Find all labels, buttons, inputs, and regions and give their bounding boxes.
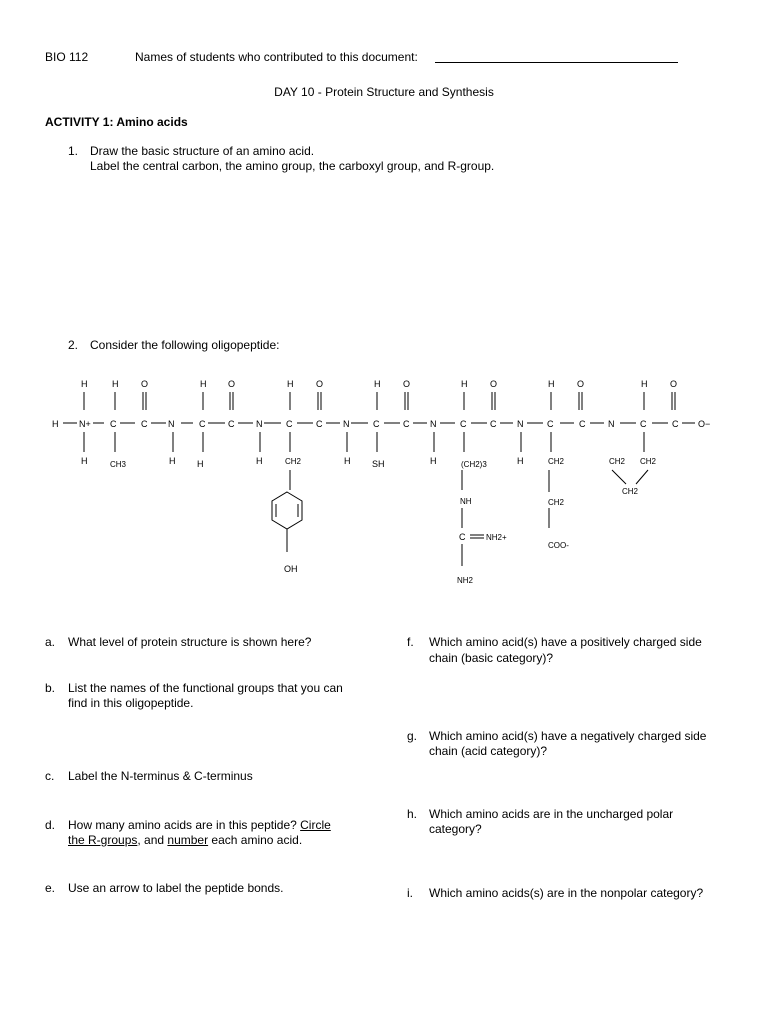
atom-c: C (579, 419, 586, 429)
group-ch3: CH3 (110, 460, 127, 469)
atom-n-plus: N+ (79, 419, 91, 429)
qi-text: Which amino acids(s) are in the nonpolar category? (429, 886, 704, 900)
atom-o: O (228, 379, 236, 389)
qd-circle: Circle (300, 818, 331, 832)
atom-c: C (403, 419, 410, 429)
group-sh: SH (372, 459, 385, 469)
qb-line2: find in this oligopeptide. (68, 696, 194, 710)
qd-part3: each amino acid. (208, 833, 303, 847)
q1-number: 1. (68, 144, 79, 158)
atom-o: O (577, 379, 585, 389)
group-ch2: CH2 (285, 457, 302, 466)
atom-h: H (197, 459, 204, 469)
atom-c: C (110, 419, 117, 429)
atom-h: H (374, 379, 381, 389)
qd-circle-rgroups: the R-groups (68, 833, 138, 847)
atom-o: O (670, 379, 678, 389)
atom-c: C (373, 419, 380, 429)
group-nh: NH (460, 497, 472, 506)
qe-text: Use an arrow to label the peptide bonds. (68, 881, 284, 895)
atom-c: C (547, 419, 554, 429)
group-oh: OH (284, 564, 298, 574)
atom-c: C (640, 419, 647, 429)
qg-letter: g. (407, 729, 418, 743)
qd-letter: d. (45, 818, 56, 832)
qf-line2: chain (basic category)? (429, 651, 554, 665)
atom-n: N (608, 419, 615, 429)
contributors-label: Names of students who contributed to this document: (135, 50, 418, 64)
group-ch2: CH2 (548, 498, 565, 507)
atom-h: H (344, 456, 351, 466)
atom-c: C (459, 532, 466, 542)
q1-line1: Draw the basic structure of an amino acid. (90, 144, 315, 158)
qd-part1: How many amino acids are in this peptide? (68, 818, 301, 832)
atom-h: H (52, 419, 59, 429)
group-nh2: NH2 (457, 576, 474, 585)
activity-heading: ACTIVITY 1: Amino acids (45, 115, 188, 129)
atom-h: H (430, 456, 437, 466)
atom-n: N (168, 419, 175, 429)
atom-c: C (286, 419, 293, 429)
q1-line2: Label the central carbon, the amino group, the carboxyl group, and R-group. (90, 159, 495, 173)
atom-c: C (490, 419, 497, 429)
qb-line1: List the names of the functional groups that you can (68, 681, 343, 695)
atom-h: H (256, 456, 263, 466)
atom-h: H (517, 456, 524, 466)
qf-letter: f. (407, 635, 414, 649)
group-ch2-3: (CH2)3 (461, 460, 487, 469)
qc-text: Label the N-terminus & C-terminus (68, 769, 253, 783)
atom-n: N (430, 419, 437, 429)
atom-h: H (461, 379, 468, 389)
group-ch2: CH2 (640, 457, 657, 466)
group-coo-minus: COO- (548, 541, 569, 550)
q2-number: 2. (68, 338, 79, 352)
qd-line1 (68, 818, 331, 832)
contributors-blank-line[interactable] (435, 62, 678, 63)
atom-labels (52, 379, 710, 585)
qg-line1: Which amino acid(s) have a negatively charged side (429, 729, 707, 743)
qb-letter: b. (45, 681, 56, 695)
atom-n: N (517, 419, 524, 429)
q2-text: Consider the following oligopeptide: (90, 338, 280, 352)
atom-n: N (343, 419, 350, 429)
qe-letter: e. (45, 881, 56, 895)
atom-c: C (316, 419, 323, 429)
qa-letter: a. (45, 635, 56, 649)
atom-c: C (460, 419, 467, 429)
qg-line2: chain (acid category)? (429, 744, 548, 758)
atom-c: C (228, 419, 235, 429)
atom-h: H (548, 379, 555, 389)
atom-c: C (672, 419, 679, 429)
atom-h: H (112, 379, 119, 389)
qd-part2: , and (137, 833, 168, 847)
document-title: DAY 10 - Protein Structure and Synthesis (274, 85, 494, 99)
group-ch2: CH2 (609, 457, 626, 466)
qd-number-word: number (167, 833, 209, 847)
atom-h: H (81, 456, 88, 466)
atom-h: H (81, 379, 88, 389)
atom-o: O (403, 379, 411, 389)
atom-n: N (256, 419, 263, 429)
atom-o: O (141, 379, 149, 389)
course-code: BIO 112 (45, 50, 89, 64)
atom-o-minus: O− (698, 419, 711, 429)
qi-letter: i. (407, 886, 413, 900)
group-ch2: CH2 (548, 457, 565, 466)
qc-letter: c. (45, 769, 55, 783)
qf-line1: Which amino acid(s) have a positively charged side (429, 635, 702, 649)
qh-line2: category? (429, 822, 482, 836)
qd-line2 (68, 833, 302, 847)
atom-h: H (641, 379, 648, 389)
atom-h: H (200, 379, 207, 389)
atom-o: O (316, 379, 324, 389)
oligopeptide-structure (0, 360, 768, 600)
atom-c: C (141, 419, 148, 429)
qh-letter: h. (407, 807, 418, 821)
atom-o: O (490, 379, 498, 389)
atom-c: C (199, 419, 206, 429)
qh-line1: Which amino acids are in the uncharged polar (429, 807, 674, 821)
atom-h: H (287, 379, 294, 389)
group-ch2: CH2 (622, 487, 639, 496)
atom-h: H (169, 456, 176, 466)
group-nh2-plus: NH2+ (486, 533, 507, 542)
qa-text: What level of protein structure is shown here? (68, 635, 312, 649)
